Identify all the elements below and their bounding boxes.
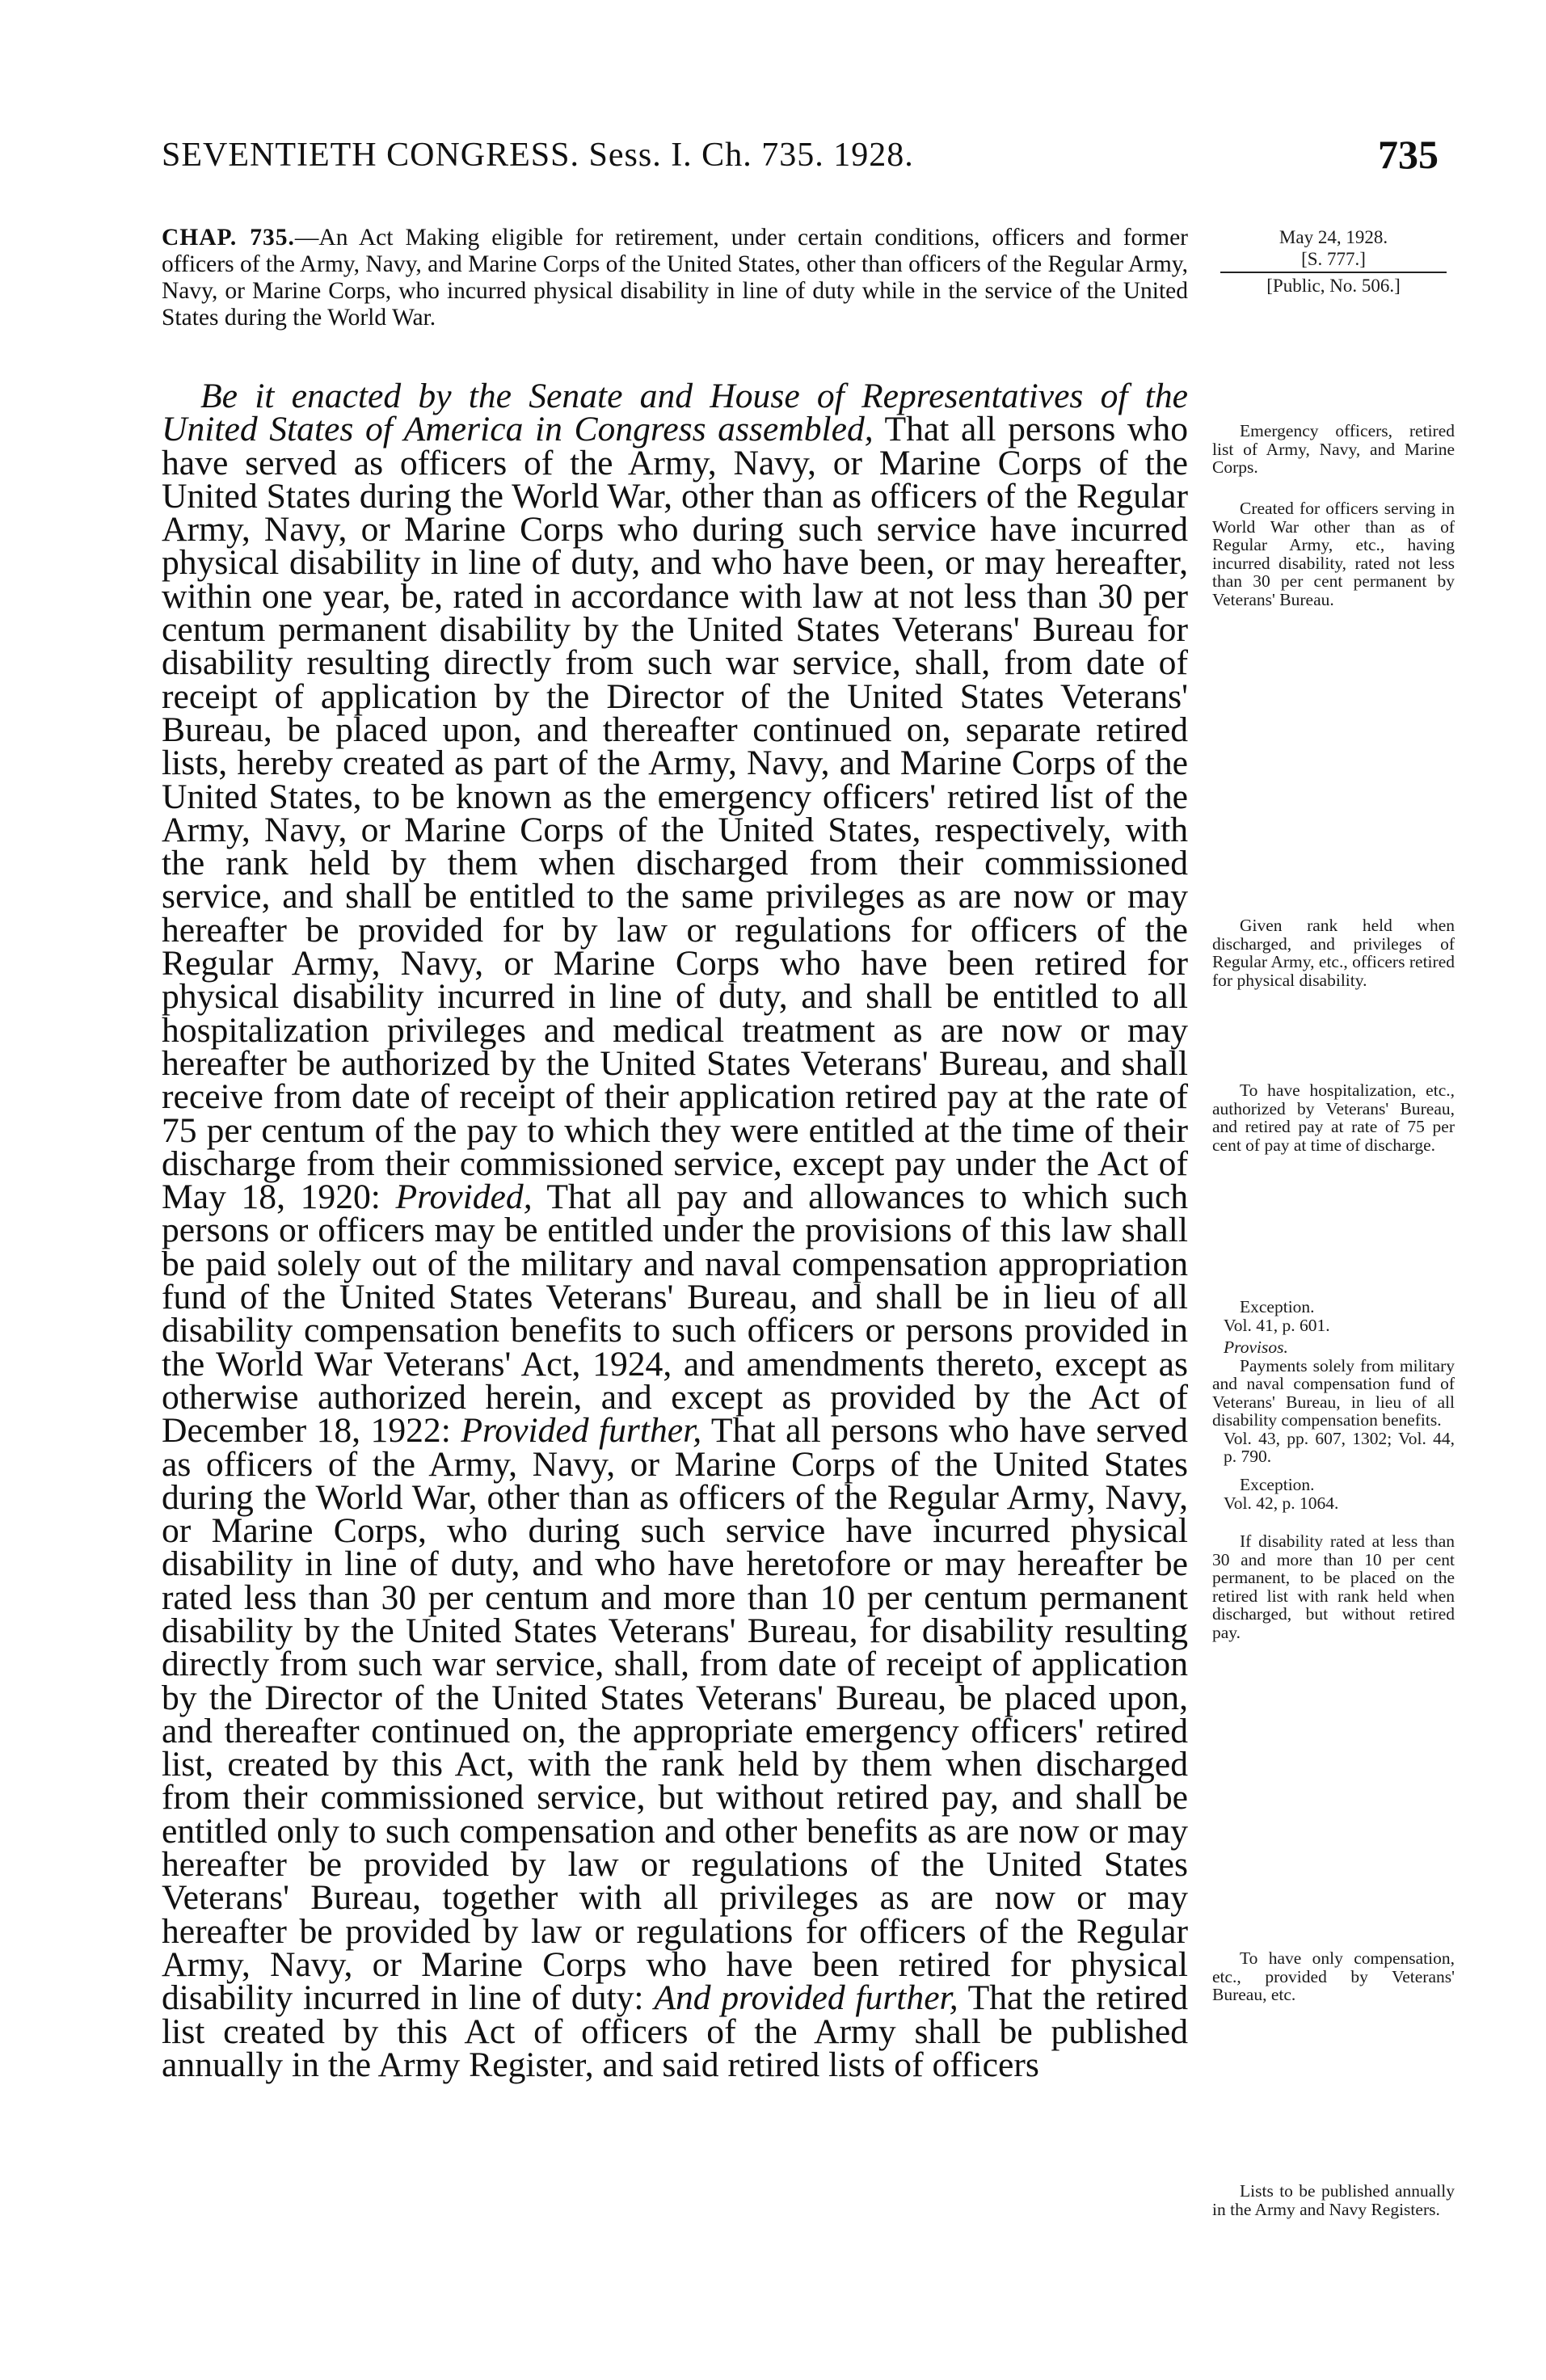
body-text-part-4: That the retired list created by this Act of officers of the Army shall be published annually in the Army Register, and said retired lists of officers [162,1978,1189,2084]
margin-note-exception-2 [1212,1476,1455,1512]
margin-note-text: Created for officers serving in World War other than as of Regular Army, etc., having incurred disability, rated not less than 30 per cent permanent by Veterans' Bureau. [1212,499,1455,609]
margin-note-provisos [1212,1338,1455,1466]
approval-divider [1220,272,1447,273]
chapter-number: CHAP. 735. [162,225,295,251]
margin-note-created-for [1212,499,1455,609]
section-paragraph [162,377,1189,2084]
margin-note-reference: Vol. 41, p. 601. [1224,1315,1330,1335]
margin-note-text: To have hospitalization, etc., authorized by Veterans' Bureau, and retired pay at rate of 75 per cent of pay at time of discharge. [1212,1080,1455,1155]
margin-note-text: To have only compensation, etc., provided by Veterans' Bureau, etc. [1212,1948,1455,2004]
running-head-title: SEVENTIETH CONGRESS. Sess. I. Ch. 735. 1928. [162,137,914,174]
margin-note-title: Provisos. [1224,1337,1288,1357]
margin-note-given-rank [1212,916,1455,989]
body-text-part-2: That all pay and allowances to which such persons or officers may be entitled under the provisions of this law shall be paid solely out of the military and naval compensation appropriation fund of the United States Veterans' Bureau, and shall be in lieu of all disability compensation benefits to such officers or persons provided in the World War Veterans' Act, 1924, and amendments thereto, except as otherwise authorized herein, and except as provided by the Act of December 18, 1922: [162,1177,1188,1451]
body-text-part-3: That all persons who have served as officers of the Army, Navy, or Marine Corps of the United States during the World War, other than as officers of the Regular Army, Navy, or Marine Corps, who during such service have incurred physical disability in line of duty, and who have heretofore or may hereafter be rated less than 30 per centum and more than 10 per centum permanent disability by the United States Veterans' Bureau, for disability resulting directly from such war service, shall, from date of receipt of application by the Director of the United States Veterans' Bureau, be placed upon, and thereafter continued on, the appropriate emergency officers' retired list, created by this Act, with the rank held by them when discharged from their commissioned service, but without retired pay, and shall be entitled only to such compensation and other benefits as are now or may hereafter be provided by law or regulations of the United States Veterans' Bureau, together with all privileges as are now or may hereafter be provided by law or regulations for officers of the Regular Army, Navy, or Marine Corps who have been retired for physical disability incurred in line of duty: [162,1411,1188,2018]
public-law-number: [Public, No. 506.] [1266,276,1401,296]
margin-note-reference: Vol. 43, pp. 607, 1302; Vol. 44, p. 790. [1224,1428,1455,1466]
margin-note-lists-published [1212,2182,1455,2218]
margin-note-text: Given rank held when discharged, and privileges of Regular Army, etc., officers retired for physical disability. [1212,916,1455,990]
margin-note-text: Payments solely from military and naval compensation fund of Veterans' Bureau, in lieu of all disability compensation benefits. [1212,1355,1455,1430]
proviso-2: Provided further, [461,1411,702,1451]
margin-note-reference: Vol. 42, p. 1064. [1224,1493,1339,1513]
body-text-part-1: That all persons who have served as officers of the Army, Navy, or Marine Corps of the United States during the World War, other than as officers of the Regular Army, Navy, or Marine Corps who during such service have incurred physical disability in line of duty, and who have been, or may hereafter, within one year, be, rated in accordance with law at not less than 30 per centum permanent disability by the United States Veterans' Bureau for disability resulting directly from such war service, shall, from date of receipt of application by the Director of the United States Veterans' Bureau, be placed upon, and thereafter continued on, separate retired lists, hereby created as part of the Army, Navy, and Marine Corps of the United States, to be known as the emergency officers' retired list of the Army, Navy, or Marine Corps of the United States, respectively, with the rank held by them when discharged from their commissioned service, and shall be entitled to the same privileges as are now or may hereafter be provided for by law or regulations for officers of the Regular Army, Navy, or Marine Corps who have been retired for physical disability incurred in line of duty, and shall be entitled to all hospitalization privileges and medical treatment as are now or may hereafter be authorized by the United States Veterans' Bureau, and shall receive from date of receipt of their application retired pay at the rate of 75 per centum of the pay to which they were entitled at the time of their discharge from their commissioned service, except pay under the Act of May 18, 1920: [162,410,1188,1217]
margin-note-exception-1 [1212,1298,1455,1334]
margin-note-text: If disability rated at less than 30 and more than 10 per cent permanent, to be placed on the retired list with rank held when discharged, but without retired pay. [1212,1531,1455,1642]
act-body [162,377,1189,2084]
act-caption [162,225,1188,331]
bill-number: [S. 777.] [1301,249,1366,269]
proviso-3: And provided further, [654,1978,958,2018]
margin-note-title: Exception. [1240,1297,1315,1316]
margin-note-title: Exception. [1240,1475,1315,1494]
enacting-clause: Be it enacted by the Senate and House of Representatives of the United States of America in Congress assembled, [162,377,1188,449]
proviso-1: Provided, [395,1177,533,1217]
page-number: 735 [1378,132,1439,177]
approval-date: May 24, 1928. [1279,227,1388,247]
margin-note-emergency-officers [1212,422,1455,477]
margin-note-text: Emergency officers, retired list of Army, Navy, and Marine Corps. [1212,421,1455,477]
caption-text: —An Act Making eligible for retirement, under certain conditions, officers and former officers of the Army, Navy, and Marine Corps of the United States, other than officers of the Regular Army, Navy, or Marine Corps, who incurred physical disability in line of duty while in the service of the United States during the World War. [162,225,1188,331]
approval-block [1212,226,1455,297]
margin-note-less-than-30 [1212,1532,1455,1641]
margin-note-text: Lists to be published annually in the Army and Navy Registers. [1212,2181,1455,2219]
margin-note-hospitalization [1212,1081,1455,1154]
margin-note-compensation-only [1212,1949,1455,2004]
running-head [162,132,1439,192]
